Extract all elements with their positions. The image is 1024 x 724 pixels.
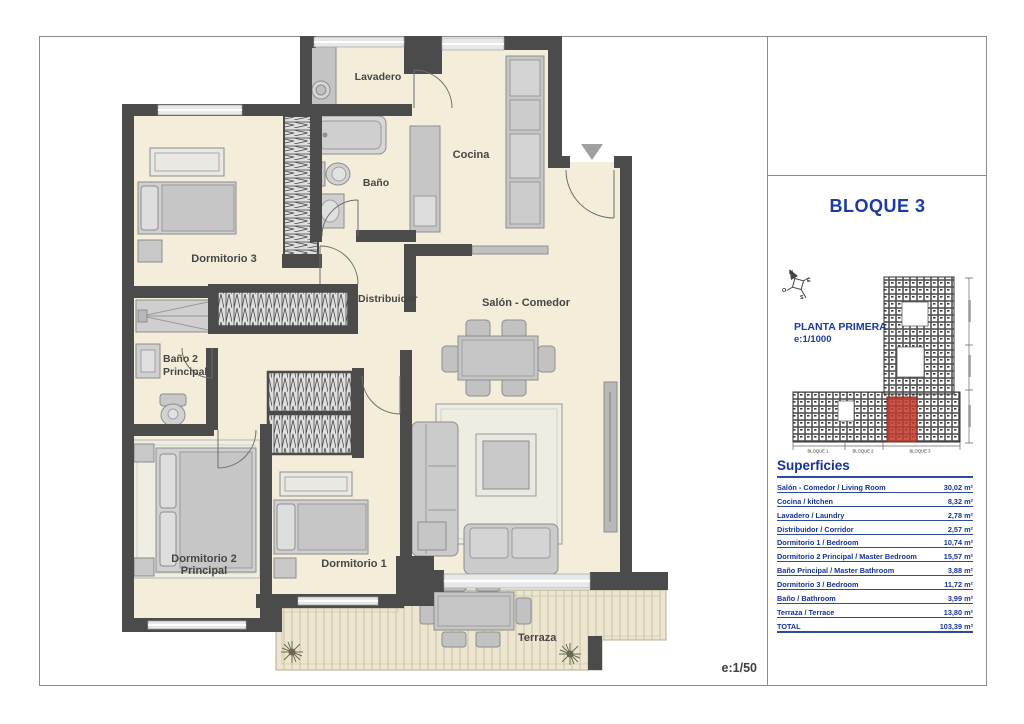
label-bano2-line2: Principal [163,366,208,378]
surface-row [777,562,973,576]
surface-row [777,590,973,604]
surface-row [777,493,973,507]
surface-value: 3,88 m² [947,566,973,576]
label-bano2-line1: Baño 2 [163,353,199,365]
site-block-label-2: BLOQUE 2 [852,448,874,454]
plan-caption-name: PLANTA PRIMERA [794,321,887,333]
surface-value: 30,02 m² [943,482,973,492]
surface-value: 15,57 m² [943,552,973,562]
surface-label: Salón - Comedor / Living Room [777,482,886,492]
surface-row [777,521,973,535]
surfaces-table [777,458,973,633]
site-block-label-1: BLOQUE 1 [807,448,829,454]
label-lavadero: Lavadero [354,71,402,83]
compass-s: S [800,295,804,301]
compass-o: O [782,288,787,294]
label-salon-comedor: Salón - Comedor [481,297,571,309]
surface-value: 2,57 m² [947,524,973,534]
label-distribuidor: Distribuidor [358,293,418,305]
surface-value: 11,72 m² [944,580,973,590]
surface-label: Cocina / kitchen [777,496,833,506]
surface-value: 2,78 m² [947,510,973,520]
plan-caption-scale: e:1/1000 [794,334,832,346]
surface-row [777,576,973,590]
compass-icon [778,263,817,305]
compass-e: E [807,278,811,284]
label-dormitorio2-line2: Principal [180,565,228,577]
surface-value: 10,74 m² [943,538,973,548]
surface-label: Dormitorio 3 / Bedroom [777,580,859,590]
label-dormitorio1: Dormitorio 1 [321,558,387,570]
surface-label: Baño / Bathroom [777,594,836,604]
label-bano: Baño [362,177,390,189]
highlighted-unit [887,397,917,442]
surface-value: 13,80 m² [943,607,973,617]
label-terraza: Terraza [518,632,557,644]
surface-label: Distribuidor / Corridor [777,524,854,534]
site-block-labels [808,449,932,454]
sheet-scale-label: e:1/50 [721,661,757,675]
surface-label: Lavadero / Laundry [777,510,845,520]
surface-row [777,548,973,562]
surface-label: Dormitorio 2 Principal / Master Bedroom [777,552,917,562]
surface-label: TOTAL [777,621,801,631]
label-cocina: Cocina [452,149,490,161]
surface-row [777,604,973,618]
surface-row [777,507,973,521]
surface-row [777,479,973,493]
surface-value: 8,32 m² [947,496,973,506]
surface-value: 103,39 m² [939,621,973,631]
surface-label: Baño Principal / Master Bathroom [777,566,895,576]
surface-row-total [777,618,973,633]
surface-row [777,535,973,549]
surface-value: 3,99 m² [947,594,973,604]
block-title: BLOQUE 3 [829,196,926,216]
site-plan [793,277,973,454]
surface-label: Terraza / Terrace [777,607,835,617]
surfaces-title: Superficies [777,458,973,478]
label-dormitorio2-line1: Dormitorio 2 [171,553,237,565]
plan-caption [794,321,887,346]
surface-label: Dormitorio 1 / Bedroom [777,538,859,548]
site-block-label-3: BLOQUE 3 [909,448,931,454]
label-dormitorio3: Dormitorio 3 [191,253,257,265]
entrance-marker-icon [581,144,603,160]
compass-n: N [789,270,793,276]
